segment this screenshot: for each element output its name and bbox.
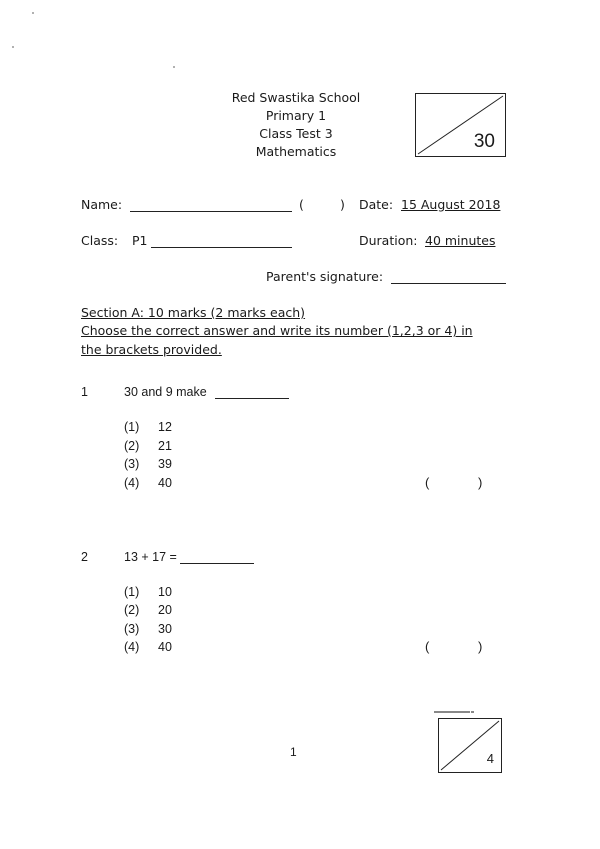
page-mark-total: 4 <box>486 751 494 766</box>
option-value: 40 <box>158 476 172 490</box>
signature-line[interactable] <box>391 283 506 284</box>
date-label: Date: <box>359 197 394 212</box>
answer-bracket-open: ( <box>425 475 430 490</box>
date-value: 15 August 2018 <box>401 197 501 212</box>
option-label: (1) <box>124 420 140 434</box>
section-instruction-line1: Choose the correct answer and write its number (1,2,3 or 4) in <box>81 323 473 338</box>
option-label: (3) <box>124 622 140 636</box>
class-value: P1 <box>132 233 148 248</box>
option-label: (4) <box>124 640 140 654</box>
name-label: Name: <box>81 197 123 212</box>
scan-speck <box>12 46 14 48</box>
level: Primary 1 <box>265 108 327 123</box>
option-value: 20 <box>158 603 172 617</box>
option-label: (4) <box>124 476 140 490</box>
page-number: 1 <box>290 745 297 759</box>
option-label: (3) <box>124 457 140 471</box>
option-value: 40 <box>158 640 172 654</box>
scan-speck <box>32 12 34 14</box>
question-blank <box>215 398 289 399</box>
option-label: (2) <box>124 603 140 617</box>
question-number: 1 <box>81 385 88 399</box>
register-bracket-close: ) <box>340 197 345 212</box>
register-bracket-open: ( <box>299 197 304 212</box>
answer-bracket-close: ) <box>478 639 483 654</box>
duration-value: 40 minutes <box>425 233 496 248</box>
name-line[interactable] <box>130 211 292 212</box>
option-value: 30 <box>158 622 172 636</box>
question-blank <box>180 563 254 564</box>
class-label: Class: <box>81 233 119 248</box>
signature-label: Parent's signature: <box>266 269 384 284</box>
scribble-mark <box>434 711 470 713</box>
option-value: 12 <box>158 420 172 434</box>
question-number: 2 <box>81 550 88 564</box>
answer-bracket-close: ) <box>478 475 483 490</box>
class-line[interactable] <box>151 247 292 248</box>
option-label: (1) <box>124 585 140 599</box>
scan-speck <box>173 66 175 68</box>
score-box <box>415 93 506 157</box>
subject: Mathematics <box>255 144 337 159</box>
page-mark-box <box>438 718 502 773</box>
section-instruction-line2: the brackets provided. <box>81 342 222 357</box>
section-title: Section A: 10 marks (2 marks each) <box>81 305 306 320</box>
question-text: 30 and 9 make <box>124 385 207 399</box>
scribble-mark <box>471 711 474 713</box>
test-title: Class Test 3 <box>259 126 333 141</box>
duration-label: Duration: <box>359 233 418 248</box>
option-label: (2) <box>124 439 140 453</box>
option-value: 10 <box>158 585 172 599</box>
option-value: 39 <box>158 457 172 471</box>
answer-bracket-open: ( <box>425 639 430 654</box>
question-text: 13 + 17 = <box>124 550 177 564</box>
option-value: 21 <box>158 439 172 453</box>
score-total: 30 <box>473 131 495 152</box>
school-name: Red Swastika School <box>231 90 361 105</box>
